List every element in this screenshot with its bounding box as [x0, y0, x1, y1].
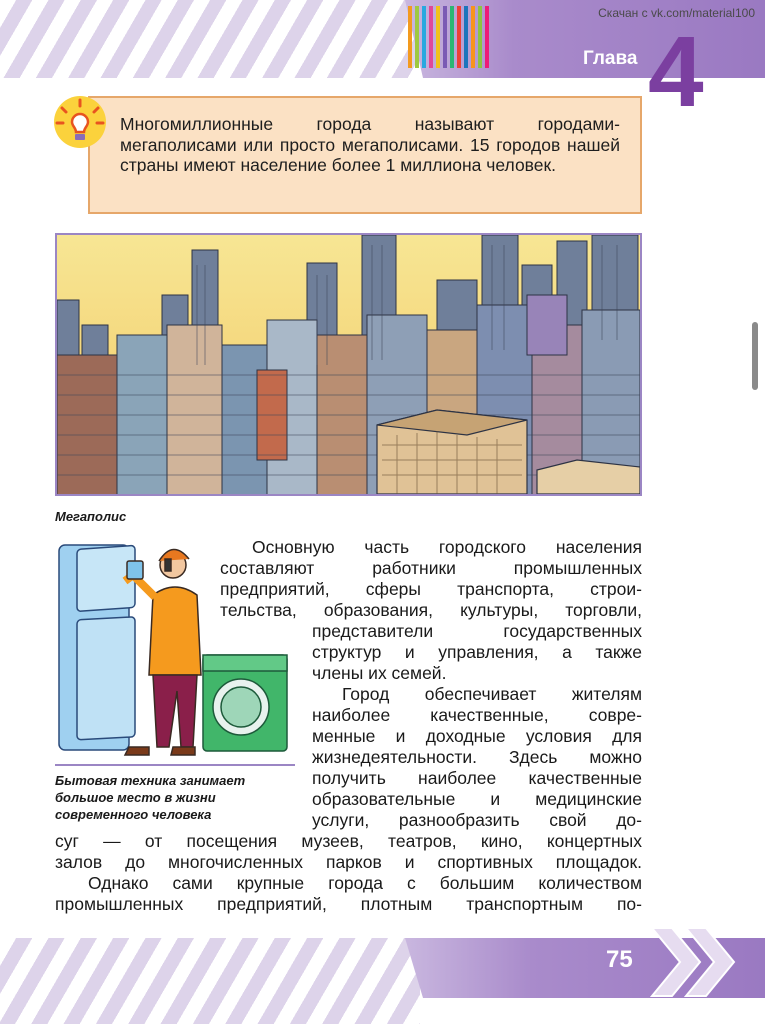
barcode-stripe: [429, 6, 433, 68]
scrollbar-thumb[interactable]: [752, 322, 758, 390]
body-line: предприятий, сферы транспорта, строи-: [220, 579, 642, 599]
body-line: суг — от посещения музеев, театров, кино, концертных: [55, 831, 642, 851]
header-stripes: [0, 0, 420, 78]
barcode-stripe: [464, 6, 468, 68]
megapolis-illustration: [55, 233, 642, 496]
barcode-stripe: [471, 6, 475, 68]
body-line: наиболее качественные, совре-: [312, 705, 642, 725]
body-line: образовательные и медицинские: [312, 789, 642, 809]
barcode-stripe: [443, 6, 447, 68]
body-line: Основную часть городского населения: [252, 537, 642, 557]
info-box: [88, 96, 642, 214]
body-line: структур и управления, а также: [312, 642, 642, 662]
watermark: Скачан с vk.com/material100: [598, 6, 755, 20]
body-line: менные и доходные условия для: [312, 726, 642, 746]
body-line: представители государственных: [312, 621, 642, 641]
body-line: тельства, образования, культуры, торговли,: [220, 600, 642, 620]
chapter-number: 4: [648, 16, 704, 128]
barcode-stripe: [457, 6, 461, 68]
body-line: члены их семей.: [312, 663, 447, 683]
body-line: промышленных предприятий, плотным транспортным по-: [55, 894, 642, 914]
body-line: залов до многочисленных парков и спортивных площадок.: [55, 852, 642, 872]
caption-divider: [55, 764, 295, 766]
barcode-stripe: [415, 6, 419, 68]
body-line: Город обеспечивает жителям: [342, 684, 642, 704]
info-text: Многомиллионные города называют городами-мегаполисами или просто мегаполисами. 15 городов нашей страны имеют население более 1 миллиона человек.: [120, 114, 620, 175]
barcode-stripe: [422, 6, 426, 68]
color-barcode: [408, 6, 496, 68]
body-line: получить наиболее качественные: [312, 768, 642, 788]
double-chevron-right-icon[interactable]: [650, 924, 738, 1000]
chapter-label: Глава: [583, 48, 638, 69]
lightbulb-icon: [52, 96, 108, 152]
body-line: Однако сами крупные города с большим количеством: [88, 873, 642, 893]
barcode-stripe: [408, 6, 412, 68]
barcode-stripe: [478, 6, 482, 68]
barcode-stripe: [436, 6, 440, 68]
city-skyline-image: [57, 235, 640, 494]
page-number: 75: [606, 946, 633, 973]
barcode-stripe: [450, 6, 454, 68]
body-line: жизнедеятельности. Здесь можно: [312, 747, 642, 767]
city-caption: Мегаполис: [55, 509, 127, 524]
barcode-stripe: [485, 6, 489, 68]
body-line: услуги, разнообразить свой до-: [312, 810, 642, 830]
footer-stripes: [0, 938, 420, 1024]
appliance-caption: Бытовая техника занимает большое место в жизни современного человека: [55, 773, 246, 822]
body-line: составляют работники промышленных: [220, 558, 642, 578]
